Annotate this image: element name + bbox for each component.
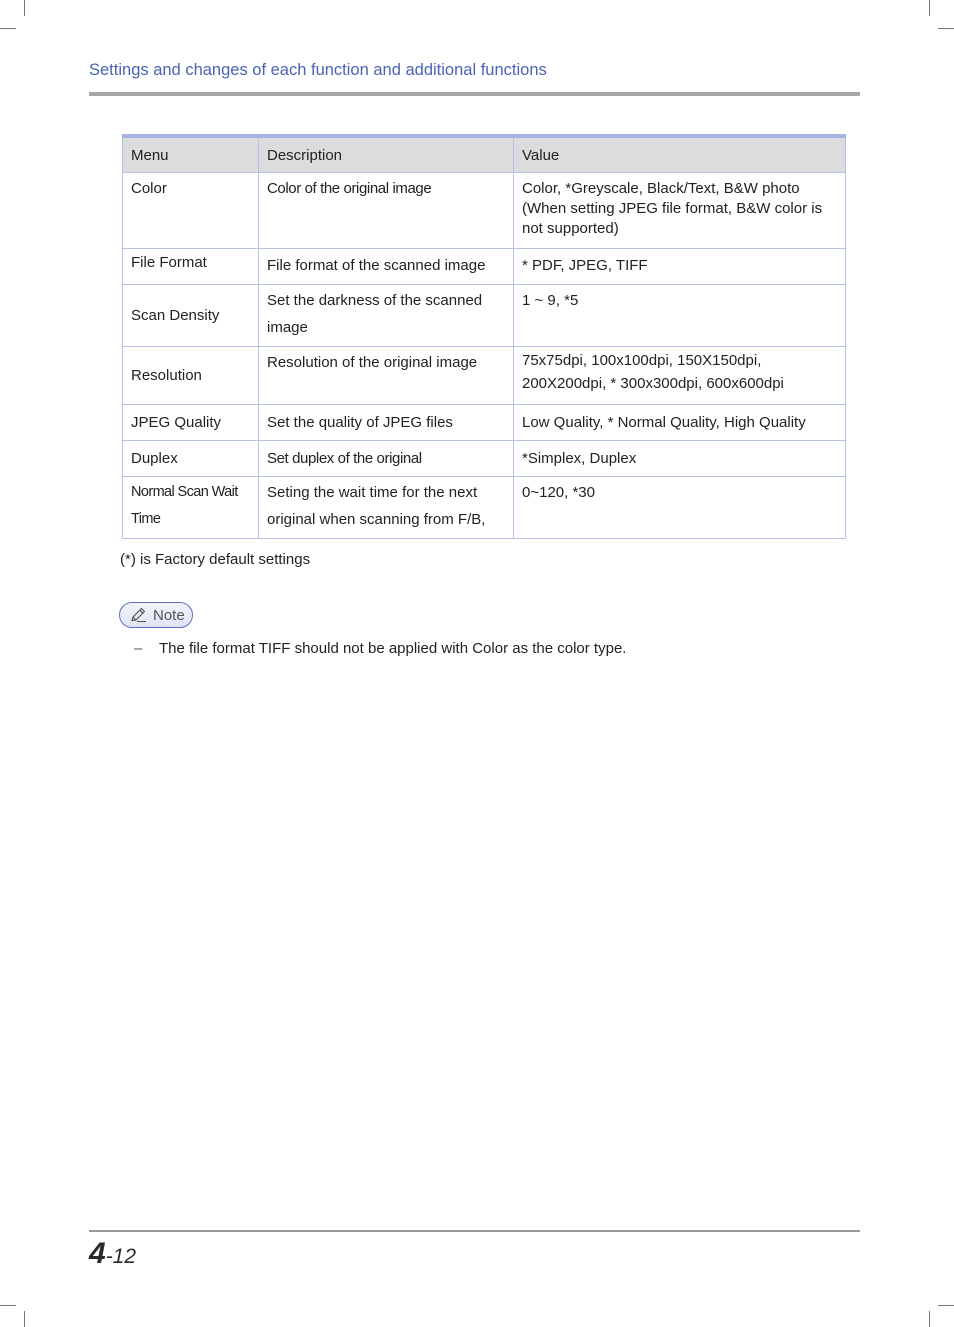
table-row xyxy=(123,173,846,249)
cell-value: 75x75dpi, 100x100dpi, 150X150dpi, 200X200dpi, * 300x300dpi, 600x600dpi xyxy=(514,347,846,405)
cell-description: Seting the wait time for the next original when scanning from F/B, xyxy=(259,477,514,539)
table-footnote: (*) is Factory default settings xyxy=(120,551,311,568)
cell-menu: Color xyxy=(123,173,259,249)
cell-menu: Resolution xyxy=(123,347,259,405)
crop-mark xyxy=(24,1311,25,1327)
cell-description: Set the darkness of the scanned image xyxy=(259,285,514,347)
cell-description: Color of the original image xyxy=(259,173,514,249)
note-label: Note xyxy=(153,606,185,624)
cell-menu: Duplex xyxy=(123,441,259,477)
column-header-menu: Menu xyxy=(123,136,259,173)
page-number xyxy=(89,1237,136,1271)
value-line: Color, *Greyscale, Black/Text, B&W photo xyxy=(522,180,800,197)
crop-mark xyxy=(0,28,16,29)
settings-table xyxy=(122,134,845,539)
column-header-value: Value xyxy=(514,136,846,173)
note-text: The file format TIFF should not be applied with Color as the color type. xyxy=(159,640,627,657)
cell-menu: JPEG Quality xyxy=(123,405,259,441)
running-header: Settings and changes of each function and additional functions xyxy=(89,61,547,79)
cell-description: Set duplex of the original xyxy=(259,441,514,477)
cell-value xyxy=(514,173,846,249)
table-row xyxy=(123,477,846,539)
table-row xyxy=(123,285,846,347)
cell-value: 1 ~ 9, *5 xyxy=(514,285,846,347)
cell-description: File format of the scanned image xyxy=(259,249,514,285)
table-header-row xyxy=(123,136,846,173)
table-row xyxy=(123,249,846,285)
crop-mark xyxy=(24,0,25,16)
column-header-description: Description xyxy=(259,136,514,173)
cell-menu: Scan Density xyxy=(123,285,259,347)
footer-rule xyxy=(89,1230,860,1232)
cell-value: *Simplex, Duplex xyxy=(514,441,846,477)
cell-menu: Normal Scan Wait Time xyxy=(123,477,259,539)
note-item xyxy=(134,640,626,657)
crop-mark xyxy=(929,1311,930,1327)
crop-mark xyxy=(0,1305,16,1306)
cell-description: Set the quality of JPEG files xyxy=(259,405,514,441)
page-sub: -12 xyxy=(105,1245,137,1268)
cell-menu: File Format xyxy=(123,249,259,285)
table-row xyxy=(123,347,846,405)
settings-table-grid xyxy=(122,134,846,539)
table-row xyxy=(123,405,846,441)
note-bullet: – xyxy=(134,640,143,657)
table-row xyxy=(123,441,846,477)
cell-value: Low Quality, * Normal Quality, High Quality xyxy=(514,405,846,441)
cell-value: * PDF, JPEG, TIFF xyxy=(514,249,846,285)
pencil-icon xyxy=(130,607,148,623)
value-line: (When setting JPEG file format, B&W color is not supported) xyxy=(522,200,823,237)
crop-mark xyxy=(938,28,954,29)
crop-mark xyxy=(929,0,930,16)
cell-value: 0~120, *30 xyxy=(514,477,846,539)
note-badge xyxy=(119,602,193,628)
page-chapter: 4 xyxy=(89,1237,106,1270)
header-rule xyxy=(89,92,860,96)
crop-mark xyxy=(938,1305,954,1306)
cell-description: Resolution of the original image xyxy=(259,347,514,405)
